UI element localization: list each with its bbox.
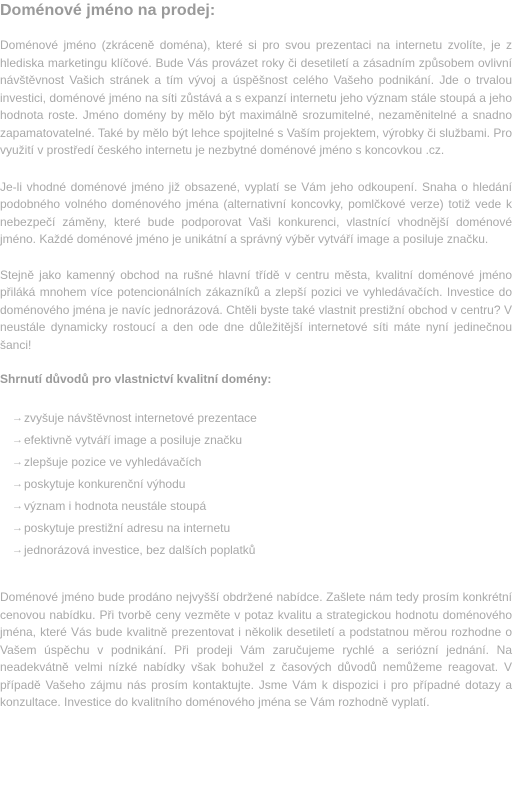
page-title: Doménové jméno na prodej:	[0, 2, 216, 19]
list-item	[12, 473, 512, 495]
arrow-right-icon: →	[12, 522, 23, 534]
arrow-right-icon: →	[12, 544, 23, 556]
list-item-label: význam i hodnota neustále stoupá	[24, 499, 207, 513]
list-item	[12, 429, 512, 451]
list-item	[12, 495, 512, 517]
list-item	[12, 517, 512, 539]
summary-heading: Shrnutí důvodů pro vlastnictví kvalitní domény:	[0, 372, 272, 386]
intro-paragraph: Doménové jméno (zkráceně doména), které si pro svou prezentaci na internetu zvolíte, je z hlediska marketingu klíčové. Bude Vás provázet roky či desetiletí a zásadním způsobem ovlivní návštěvnost Vašich stránek a tím vývoj a úspěšnost celého Vašeho podnikání. Jde o trvalou investici, doménové jméno na síti zůstává a s expanzí internetu jeho význam stále stoupá a jeho hodnota roste. Jméno domény by mělo být maximálně srozumitelné, nezaměnitelné a snadno zapamatovatelné. Také by mělo být lehce spojitelné s Vaším projektem, výrobky či službami. Pro využití v prostředí českého internetu je nezbytné doménové jméno s koncovkou .cz.	[0, 38, 512, 157]
list-item-label: poskytuje prestižní adresu na internetu	[24, 521, 231, 535]
arrow-right-icon: →	[12, 456, 23, 468]
list-item	[12, 407, 512, 429]
storefront-comparison-paragraph: Stejně jako kamenný obchod na rušné hlavní třídě v centru města, kvalitní doménové jméno přiláká mnohem více potencionálních zákazníků a zlepší pozici ve vyhledávačích. Investice do doménového jména je navíc jednorázová. Chtěli byste také vlastnit prestižní obchod v centru? V neustále dynamicky rostoucí a den ode dne důležitější internetové síti máte nyní jedinečnou šanci!	[0, 267, 512, 352]
arrow-right-icon: →	[12, 434, 23, 446]
list-item-label: zlepšuje pozice ve vyhledávačích	[24, 455, 202, 469]
occupied-domain-paragraph: Je-li vhodné doménové jméno již obsazené, vyplatí se Vám jeho odkoupení. Snaha o hledání podobného volného doménového jména (alternativní koncovky, pomlčkové verze) totiž vede k nebezpečí záměny, které bude podporovat Vaši konkurenci, vlastnící vhodnější doménové jméno. Každé doménové jméno je unikátní a správný výběr vytváří image a posiluje značku.	[0, 179, 512, 246]
list-item-label: poskytuje konkurenční výhodu	[24, 477, 186, 491]
list-item-label: zvyšuje návštěvnost internetové prezentace	[24, 411, 257, 425]
arrow-right-icon: →	[12, 500, 23, 512]
offer-paragraph: Doménové jméno bude prodáno nejvyšší obdržené nabídce. Zašlete nám tedy prosím konkrétní cenovou nabídku. Při tvorbě ceny vezměte v potaz kvalitu a strategickou hodnotu doménového jména, které Vás bude kvalitně prezentovat i několik desetiletí a podstatnou měrou rozhodne o Vašem úspěchu v podnikání. Při prodeji Vám zaručujeme rychlé a seriózní jednání. Na neadekvátně velmi nízké nabídky však bohužel z časových důvodů nemůžeme reagovat. V případě Vašeho zájmu nás prosím kontaktujte. Jsme Vám k dispozici i pro případné dotazy a konzultace. Investice do kvalitního doménového jména se Vám rozhodně vyplatí.	[0, 590, 512, 709]
list-item	[12, 451, 512, 473]
reasons-list	[0, 407, 512, 561]
list-item-label: efektivně vytváří image a posiluje značku	[24, 433, 243, 447]
arrow-right-icon: →	[12, 412, 23, 424]
list-item	[12, 539, 512, 561]
list-item-label: jednorázová investice, bez dalších poplatků	[24, 543, 256, 557]
arrow-right-icon: →	[12, 478, 23, 490]
